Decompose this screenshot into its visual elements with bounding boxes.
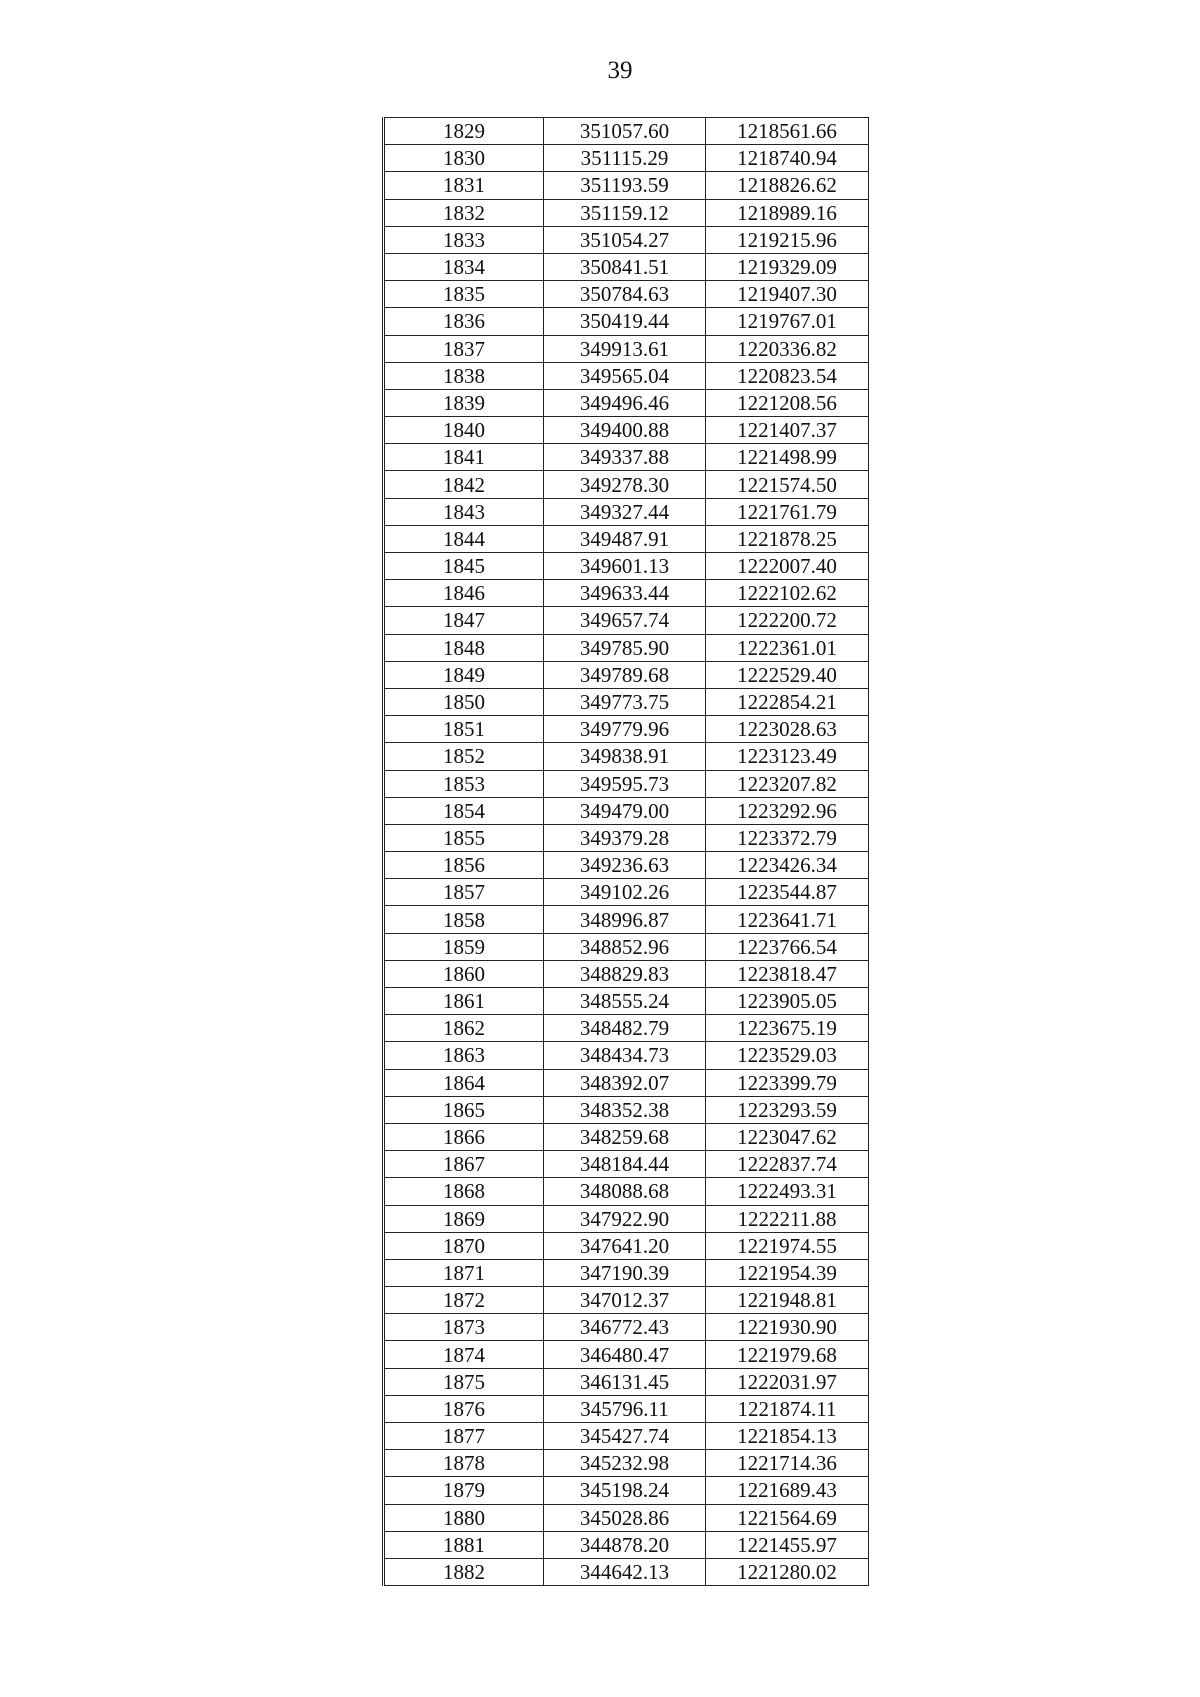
x-coordinate-cell: 351054.27 xyxy=(544,226,706,253)
table-row xyxy=(384,362,869,389)
point-number-cell: 1857 xyxy=(384,879,544,906)
x-coordinate-cell: 348184.44 xyxy=(544,1151,706,1178)
table-row xyxy=(384,417,869,444)
table-row xyxy=(384,1395,869,1422)
table-row xyxy=(384,444,869,471)
point-number-cell: 1853 xyxy=(384,770,544,797)
y-coordinate-cell: 1222361.01 xyxy=(706,634,869,661)
y-coordinate-cell: 1221280.02 xyxy=(706,1558,869,1585)
point-number-cell: 1880 xyxy=(384,1504,544,1531)
x-coordinate-cell: 348088.68 xyxy=(544,1178,706,1205)
x-coordinate-cell: 349327.44 xyxy=(544,498,706,525)
y-coordinate-cell: 1218740.94 xyxy=(706,145,869,172)
table-row xyxy=(384,1096,869,1123)
table-row xyxy=(384,118,869,145)
table-row xyxy=(384,1178,869,1205)
point-number-cell: 1840 xyxy=(384,417,544,444)
y-coordinate-cell: 1223544.87 xyxy=(706,879,869,906)
point-number-cell: 1850 xyxy=(384,688,544,715)
x-coordinate-cell: 349779.96 xyxy=(544,716,706,743)
table-row xyxy=(384,743,869,770)
table-row xyxy=(384,716,869,743)
table-row xyxy=(384,607,869,634)
y-coordinate-cell: 1219329.09 xyxy=(706,253,869,280)
y-coordinate-cell: 1223426.34 xyxy=(706,852,869,879)
table-row xyxy=(384,525,869,552)
y-coordinate-cell: 1220336.82 xyxy=(706,335,869,362)
x-coordinate-cell: 351057.60 xyxy=(544,118,706,145)
page-number: 39 xyxy=(607,57,633,84)
x-coordinate-cell: 349487.91 xyxy=(544,525,706,552)
y-coordinate-cell: 1221974.55 xyxy=(706,1232,869,1259)
point-number-cell: 1877 xyxy=(384,1423,544,1450)
y-coordinate-cell: 1223641.71 xyxy=(706,906,869,933)
point-number-cell: 1871 xyxy=(384,1259,544,1286)
table-row xyxy=(384,1368,869,1395)
x-coordinate-cell: 348852.96 xyxy=(544,933,706,960)
table-row xyxy=(384,580,869,607)
x-coordinate-cell: 348555.24 xyxy=(544,988,706,1015)
y-coordinate-cell: 1221498.99 xyxy=(706,444,869,471)
x-coordinate-cell: 349595.73 xyxy=(544,770,706,797)
point-number-cell: 1869 xyxy=(384,1205,544,1232)
x-coordinate-cell: 348392.07 xyxy=(544,1069,706,1096)
y-coordinate-cell: 1219215.96 xyxy=(706,226,869,253)
y-coordinate-cell: 1223905.05 xyxy=(706,988,869,1015)
y-coordinate-cell: 1222031.97 xyxy=(706,1368,869,1395)
x-coordinate-cell: 349838.91 xyxy=(544,743,706,770)
x-coordinate-cell: 347190.39 xyxy=(544,1259,706,1286)
point-number-cell: 1841 xyxy=(384,444,544,471)
point-number-cell: 1854 xyxy=(384,797,544,824)
table-row xyxy=(384,1232,869,1259)
table-row xyxy=(384,553,869,580)
point-number-cell: 1861 xyxy=(384,988,544,1015)
point-number-cell: 1835 xyxy=(384,281,544,308)
table-row xyxy=(384,1558,869,1585)
table-row xyxy=(384,1531,869,1558)
x-coordinate-cell: 349400.88 xyxy=(544,417,706,444)
table-row xyxy=(384,172,869,199)
x-coordinate-cell: 351193.59 xyxy=(544,172,706,199)
x-coordinate-cell: 349337.88 xyxy=(544,444,706,471)
y-coordinate-cell: 1223293.59 xyxy=(706,1096,869,1123)
point-number-cell: 1863 xyxy=(384,1042,544,1069)
table-row xyxy=(384,471,869,498)
y-coordinate-cell: 1221564.69 xyxy=(706,1504,869,1531)
point-number-cell: 1856 xyxy=(384,852,544,879)
x-coordinate-cell: 349565.04 xyxy=(544,362,706,389)
table-row xyxy=(384,1504,869,1531)
table-row xyxy=(384,253,869,280)
coordinates-table xyxy=(382,117,869,1586)
x-coordinate-cell: 348996.87 xyxy=(544,906,706,933)
point-number-cell: 1855 xyxy=(384,824,544,851)
y-coordinate-cell: 1223529.03 xyxy=(706,1042,869,1069)
table-row xyxy=(384,661,869,688)
point-number-cell: 1844 xyxy=(384,525,544,552)
point-number-cell: 1872 xyxy=(384,1287,544,1314)
table-row xyxy=(384,1123,869,1150)
point-number-cell: 1845 xyxy=(384,553,544,580)
point-number-cell: 1842 xyxy=(384,471,544,498)
table-row xyxy=(384,1151,869,1178)
point-number-cell: 1836 xyxy=(384,308,544,335)
y-coordinate-cell: 1221407.37 xyxy=(706,417,869,444)
point-number-cell: 1832 xyxy=(384,199,544,226)
y-coordinate-cell: 1222007.40 xyxy=(706,553,869,580)
table-row xyxy=(384,1259,869,1286)
y-coordinate-cell: 1222211.88 xyxy=(706,1205,869,1232)
y-coordinate-cell: 1221948.81 xyxy=(706,1287,869,1314)
x-coordinate-cell: 345796.11 xyxy=(544,1395,706,1422)
x-coordinate-cell: 349773.75 xyxy=(544,688,706,715)
point-number-cell: 1831 xyxy=(384,172,544,199)
y-coordinate-cell: 1223292.96 xyxy=(706,797,869,824)
table-row xyxy=(384,1069,869,1096)
point-number-cell: 1834 xyxy=(384,253,544,280)
x-coordinate-cell: 347922.90 xyxy=(544,1205,706,1232)
y-coordinate-cell: 1221979.68 xyxy=(706,1341,869,1368)
y-coordinate-cell: 1223766.54 xyxy=(706,933,869,960)
point-number-cell: 1882 xyxy=(384,1558,544,1585)
point-number-cell: 1848 xyxy=(384,634,544,661)
y-coordinate-cell: 1222200.72 xyxy=(706,607,869,634)
point-number-cell: 1849 xyxy=(384,661,544,688)
table-row xyxy=(384,688,869,715)
x-coordinate-cell: 349657.74 xyxy=(544,607,706,634)
table-row xyxy=(384,634,869,661)
point-number-cell: 1876 xyxy=(384,1395,544,1422)
y-coordinate-cell: 1219767.01 xyxy=(706,308,869,335)
table-row xyxy=(384,1205,869,1232)
y-coordinate-cell: 1222493.31 xyxy=(706,1178,869,1205)
table-row xyxy=(384,226,869,253)
table-row xyxy=(384,281,869,308)
x-coordinate-cell: 349785.90 xyxy=(544,634,706,661)
x-coordinate-cell: 351159.12 xyxy=(544,199,706,226)
table-row xyxy=(384,879,869,906)
y-coordinate-cell: 1219407.30 xyxy=(706,281,869,308)
point-number-cell: 1858 xyxy=(384,906,544,933)
point-number-cell: 1874 xyxy=(384,1341,544,1368)
y-coordinate-cell: 1223028.63 xyxy=(706,716,869,743)
y-coordinate-cell: 1221689.43 xyxy=(706,1477,869,1504)
table-row xyxy=(384,770,869,797)
x-coordinate-cell: 345028.86 xyxy=(544,1504,706,1531)
point-number-cell: 1830 xyxy=(384,145,544,172)
y-coordinate-cell: 1221574.50 xyxy=(706,471,869,498)
y-coordinate-cell: 1218561.66 xyxy=(706,118,869,145)
y-coordinate-cell: 1222102.62 xyxy=(706,580,869,607)
point-number-cell: 1870 xyxy=(384,1232,544,1259)
y-coordinate-cell: 1222854.21 xyxy=(706,688,869,715)
table-row xyxy=(384,498,869,525)
table-row xyxy=(384,797,869,824)
table-row xyxy=(384,1477,869,1504)
point-number-cell: 1852 xyxy=(384,743,544,770)
y-coordinate-cell: 1218826.62 xyxy=(706,172,869,199)
point-number-cell: 1833 xyxy=(384,226,544,253)
x-coordinate-cell: 349913.61 xyxy=(544,335,706,362)
table-row xyxy=(384,145,869,172)
y-coordinate-cell: 1221761.79 xyxy=(706,498,869,525)
y-coordinate-cell: 1223372.79 xyxy=(706,824,869,851)
point-number-cell: 1862 xyxy=(384,1015,544,1042)
x-coordinate-cell: 350784.63 xyxy=(544,281,706,308)
x-coordinate-cell: 348259.68 xyxy=(544,1123,706,1150)
point-number-cell: 1860 xyxy=(384,960,544,987)
y-coordinate-cell: 1221714.36 xyxy=(706,1450,869,1477)
x-coordinate-cell: 349789.68 xyxy=(544,661,706,688)
table-row xyxy=(384,988,869,1015)
table-row xyxy=(384,1015,869,1042)
y-coordinate-cell: 1221874.11 xyxy=(706,1395,869,1422)
y-coordinate-cell: 1222837.74 xyxy=(706,1151,869,1178)
table-row xyxy=(384,1423,869,1450)
table-row xyxy=(384,933,869,960)
table-row xyxy=(384,199,869,226)
point-number-cell: 1868 xyxy=(384,1178,544,1205)
y-coordinate-cell: 1223047.62 xyxy=(706,1123,869,1150)
x-coordinate-cell: 349479.00 xyxy=(544,797,706,824)
x-coordinate-cell: 349236.63 xyxy=(544,852,706,879)
point-number-cell: 1875 xyxy=(384,1368,544,1395)
point-number-cell: 1867 xyxy=(384,1151,544,1178)
table-row xyxy=(384,308,869,335)
point-number-cell: 1881 xyxy=(384,1531,544,1558)
table-row xyxy=(384,1341,869,1368)
y-coordinate-cell: 1218989.16 xyxy=(706,199,869,226)
y-coordinate-cell: 1221208.56 xyxy=(706,389,869,416)
y-coordinate-cell: 1223207.82 xyxy=(706,770,869,797)
point-number-cell: 1846 xyxy=(384,580,544,607)
table-row xyxy=(384,824,869,851)
point-number-cell: 1878 xyxy=(384,1450,544,1477)
x-coordinate-cell: 346480.47 xyxy=(544,1341,706,1368)
x-coordinate-cell: 347641.20 xyxy=(544,1232,706,1259)
table-row xyxy=(384,335,869,362)
x-coordinate-cell: 349601.13 xyxy=(544,553,706,580)
x-coordinate-cell: 345198.24 xyxy=(544,1477,706,1504)
table-row xyxy=(384,1314,869,1341)
table-row xyxy=(384,960,869,987)
x-coordinate-cell: 346772.43 xyxy=(544,1314,706,1341)
y-coordinate-cell: 1223675.19 xyxy=(706,1015,869,1042)
table-row xyxy=(384,1450,869,1477)
point-number-cell: 1859 xyxy=(384,933,544,960)
table-row xyxy=(384,906,869,933)
point-number-cell: 1837 xyxy=(384,335,544,362)
x-coordinate-cell: 348829.83 xyxy=(544,960,706,987)
x-coordinate-cell: 347012.37 xyxy=(544,1287,706,1314)
x-coordinate-cell: 346131.45 xyxy=(544,1368,706,1395)
y-coordinate-cell: 1223399.79 xyxy=(706,1069,869,1096)
y-coordinate-cell: 1222529.40 xyxy=(706,661,869,688)
x-coordinate-cell: 350841.51 xyxy=(544,253,706,280)
point-number-cell: 1864 xyxy=(384,1069,544,1096)
y-coordinate-cell: 1223818.47 xyxy=(706,960,869,987)
point-number-cell: 1866 xyxy=(384,1123,544,1150)
x-coordinate-cell: 350419.44 xyxy=(544,308,706,335)
table-row xyxy=(384,852,869,879)
x-coordinate-cell: 344642.13 xyxy=(544,1558,706,1585)
point-number-cell: 1873 xyxy=(384,1314,544,1341)
x-coordinate-cell: 349102.26 xyxy=(544,879,706,906)
x-coordinate-cell: 348434.73 xyxy=(544,1042,706,1069)
y-coordinate-cell: 1220823.54 xyxy=(706,362,869,389)
table-row xyxy=(384,389,869,416)
x-coordinate-cell: 348352.38 xyxy=(544,1096,706,1123)
y-coordinate-cell: 1221878.25 xyxy=(706,525,869,552)
point-number-cell: 1843 xyxy=(384,498,544,525)
x-coordinate-cell: 351115.29 xyxy=(544,145,706,172)
y-coordinate-cell: 1221930.90 xyxy=(706,1314,869,1341)
point-number-cell: 1865 xyxy=(384,1096,544,1123)
x-coordinate-cell: 349278.30 xyxy=(544,471,706,498)
point-number-cell: 1851 xyxy=(384,716,544,743)
point-number-cell: 1879 xyxy=(384,1477,544,1504)
point-number-cell: 1839 xyxy=(384,389,544,416)
y-coordinate-cell: 1221954.39 xyxy=(706,1259,869,1286)
y-coordinate-cell: 1223123.49 xyxy=(706,743,869,770)
x-coordinate-cell: 344878.20 xyxy=(544,1531,706,1558)
x-coordinate-cell: 345232.98 xyxy=(544,1450,706,1477)
x-coordinate-cell: 349496.46 xyxy=(544,389,706,416)
point-number-cell: 1829 xyxy=(384,118,544,145)
point-number-cell: 1838 xyxy=(384,362,544,389)
x-coordinate-cell: 349633.44 xyxy=(544,580,706,607)
table-row xyxy=(384,1042,869,1069)
y-coordinate-cell: 1221455.97 xyxy=(706,1531,869,1558)
x-coordinate-cell: 348482.79 xyxy=(544,1015,706,1042)
coordinates-table-body xyxy=(384,118,869,1586)
x-coordinate-cell: 345427.74 xyxy=(544,1423,706,1450)
table-row xyxy=(384,1287,869,1314)
x-coordinate-cell: 349379.28 xyxy=(544,824,706,851)
point-number-cell: 1847 xyxy=(384,607,544,634)
y-coordinate-cell: 1221854.13 xyxy=(706,1423,869,1450)
